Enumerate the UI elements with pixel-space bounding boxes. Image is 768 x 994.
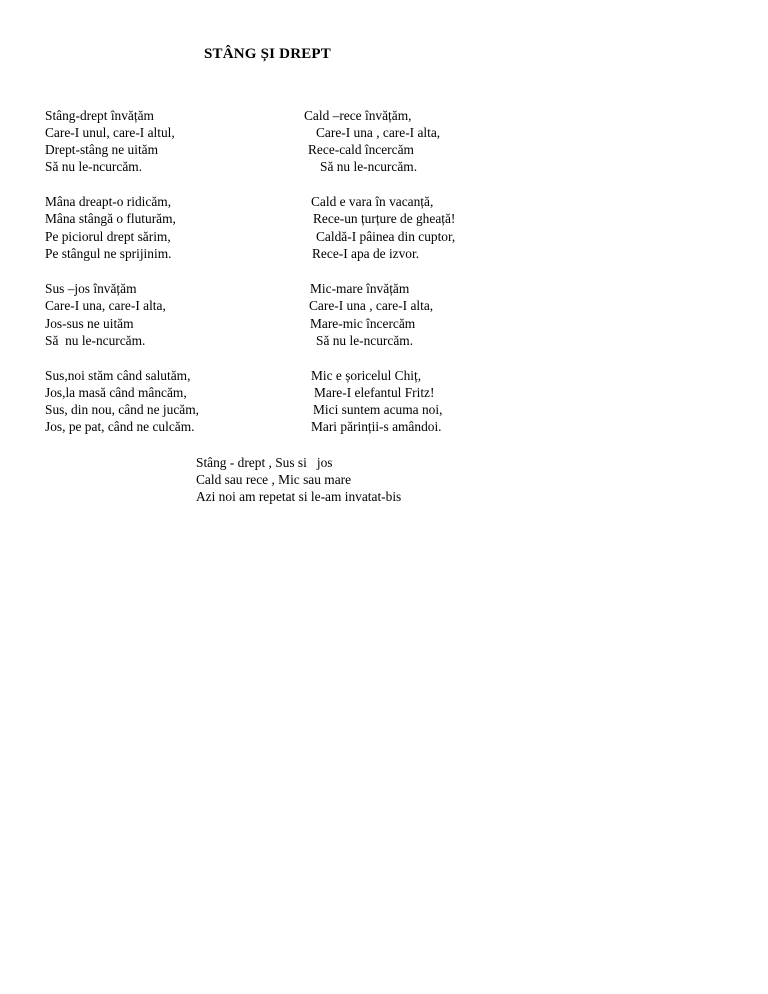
stanza-4-left-line-2: Jos,la masă când mâncăm, <box>45 385 187 400</box>
stanza-3-right-line-4: Să nu le-ncurcăm. <box>316 333 414 348</box>
stanza-1-right-line-2: Care-I una , care-I alta, <box>316 125 441 140</box>
closing-line-3: Azi noi am repetat si le-am invatat-bis <box>196 489 402 504</box>
stanza-1-left-line-2: Care-I unul, care-I altul, <box>45 125 175 140</box>
stanza-3-right-line-2: Care-I una , care-I alta, <box>309 298 434 313</box>
stanza-1-right-line-3: Rece-cald încercăm <box>308 142 414 157</box>
page-title: STÂNG ȘI DREPT <box>204 46 331 62</box>
stanza-4-right-line-3: Mici suntem acuma noi, <box>313 402 443 417</box>
stanza-3-right-line-3: Mare-mic încercăm <box>310 316 416 331</box>
stanza-1-left-line-1: Stâng-drept învățăm <box>45 108 154 123</box>
stanza-3-left-line-1: Sus –jos învățăm <box>45 281 137 296</box>
closing-line-1: Stâng - drept , Sus si jos <box>196 455 333 470</box>
closing-line-2: Cald sau rece , Mic sau mare <box>196 472 352 487</box>
stanza-2-right-line-2: Rece-un țurțure de gheață! <box>313 211 456 226</box>
stanza-1-right-line-4: Să nu le-ncurcăm. <box>320 159 418 174</box>
stanza-2-left-line-1: Mâna dreapt-o ridicăm, <box>45 194 172 209</box>
stanza-1-right-line-1: Cald –rece învățăm, <box>304 108 412 123</box>
stanza-2-left-line-4: Pe stângul ne sprijinim. <box>45 246 172 261</box>
stanza-4-right-line-4: Mari părinții-s amândoi. <box>311 419 442 434</box>
stanza-4-left-line-3: Sus, din nou, când ne jucăm, <box>45 402 199 417</box>
stanza-3-left-line-4: Să nu le-ncurcăm. <box>45 333 146 348</box>
stanza-2-left-line-2: Mâna stângă o fluturăm, <box>45 211 176 226</box>
stanza-3-right-line-1: Mic-mare învățăm <box>310 281 410 296</box>
stanza-2-right-line-1: Cald e vara în vacanță, <box>311 194 434 209</box>
stanza-4-right-line-1: Mic e șoricelul Chiț, <box>311 368 422 383</box>
stanza-3-left-line-2: Care-I una, care-I alta, <box>45 298 166 313</box>
stanza-4-right-line-2: Mare-I elefantul Fritz! <box>314 385 435 400</box>
stanza-4-left-line-4: Jos, pe pat, când ne culcăm. <box>45 419 195 434</box>
stanza-1-left-line-4: Să nu le-ncurcăm. <box>45 159 143 174</box>
stanza-2-left-line-3: Pe piciorul drept sărim, <box>45 229 171 244</box>
stanza-2-right-line-3: Caldă-I pâinea din cuptor, <box>316 229 456 244</box>
stanza-4-left-line-1: Sus,noi stăm când salutăm, <box>45 368 191 383</box>
stanza-3-left-line-3: Jos-sus ne uităm <box>45 316 134 331</box>
stanza-1-left-line-3: Drept-stâng ne uităm <box>45 142 159 157</box>
stanza-2-right-line-4: Rece-I apa de izvor. <box>312 246 420 261</box>
